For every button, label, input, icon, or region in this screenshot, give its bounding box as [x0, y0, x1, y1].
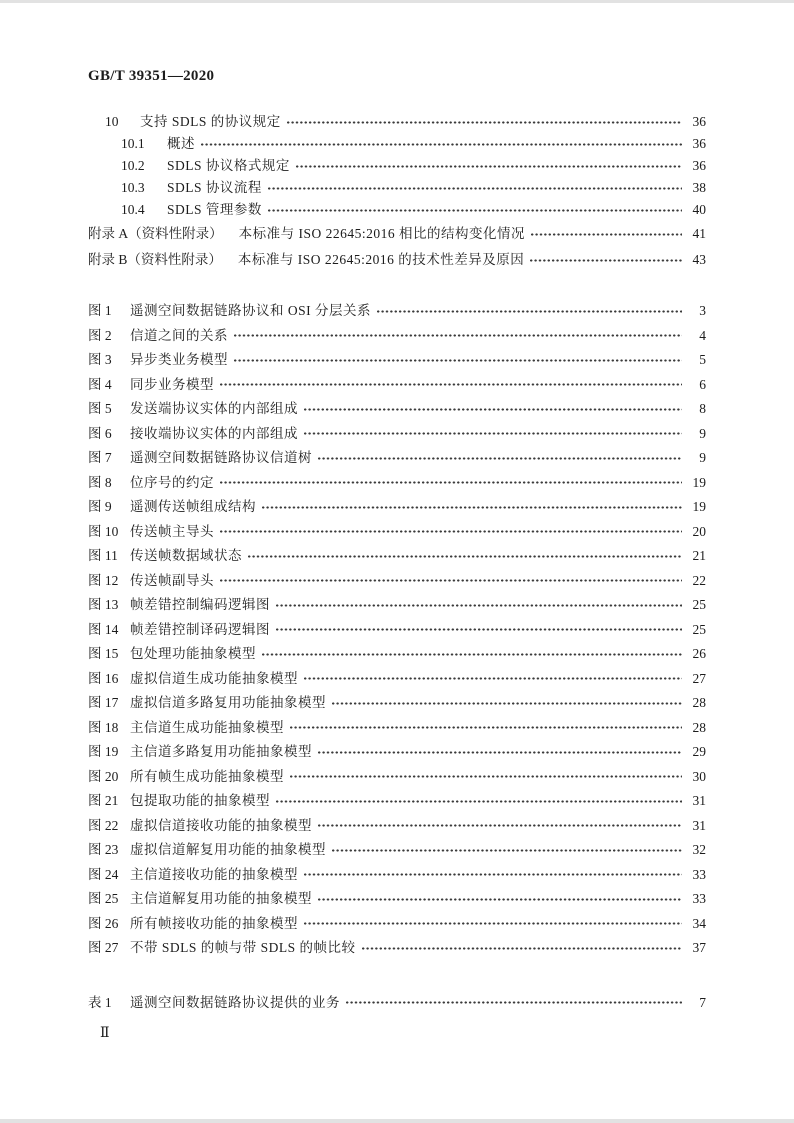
toc-entry-label: 图 10	[88, 523, 119, 539]
toc-entry-page: 36	[692, 114, 706, 129]
toc-entry	[88, 544, 706, 569]
toc-entry-title: 帧差错控制译码逻辑图	[130, 621, 270, 637]
toc-entry-title: 传送帧数据域状态	[130, 548, 242, 563]
toc-entry	[88, 471, 706, 496]
toc-entry-label: 图 8	[88, 474, 112, 490]
dotted-leader	[220, 383, 682, 386]
dotted-leader	[287, 121, 682, 124]
toc-entry	[88, 221, 706, 247]
toc-entry-title: 信道之间的关系	[130, 327, 228, 343]
toc-entry-title: 接收端协议实体的内部组成	[130, 425, 298, 441]
toc-entry-title: 包提取功能的抽象模型	[130, 793, 270, 808]
toc-entry	[105, 199, 706, 221]
toc-entry-label: 10.4	[121, 202, 145, 217]
toc-entry-label: 图 6	[88, 425, 112, 441]
toc-entry-page: 19	[692, 474, 706, 490]
toc-entry-page: 6	[699, 376, 706, 392]
toc-sections-group	[88, 111, 706, 221]
dotted-leader	[248, 555, 682, 558]
toc-entry	[88, 912, 706, 937]
toc-entry-label: 图 25	[88, 891, 119, 906]
toc-entry	[88, 299, 706, 324]
dotted-leader	[234, 334, 682, 337]
toc-entry-label: 图 13	[88, 597, 119, 612]
dotted-leader	[234, 359, 682, 362]
toc-entry-label: 图 18	[88, 719, 119, 735]
toc-entry	[105, 177, 706, 199]
toc-entry-title: 传送帧主导头	[130, 523, 214, 539]
dotted-leader	[531, 233, 682, 236]
dotted-leader	[346, 1001, 682, 1004]
toc-entry-title: 遥测空间数据链路协议和 OSI 分层关系	[130, 303, 372, 318]
toc-entry	[88, 520, 706, 545]
toc-entry-page: 33	[692, 866, 706, 882]
toc-entry-page: 9	[699, 425, 706, 441]
toc-entry-page: 28	[692, 695, 706, 710]
toc-entry	[88, 691, 706, 716]
toc-entry	[88, 495, 706, 520]
dotted-leader	[304, 408, 682, 411]
page-top-edge	[0, 0, 794, 3]
toc-entry-title: 异步类业务模型	[130, 352, 228, 367]
dotted-leader	[362, 947, 682, 950]
toc-entry-page: 27	[692, 670, 706, 686]
toc-entry-label: 附录 B（资料性附录）	[88, 252, 222, 267]
toc-entry	[105, 155, 706, 177]
toc-entry-label: 图 27	[88, 940, 119, 955]
dotted-leader	[290, 775, 682, 778]
toc-figures-group	[88, 299, 706, 961]
toc-entry-page: 36	[692, 136, 706, 151]
dotted-leader	[304, 873, 682, 876]
dotted-leader	[377, 310, 682, 313]
toc-entry-title: 虚拟信道接收功能的抽象模型	[130, 817, 312, 833]
toc-entry-label: 图 15	[88, 646, 119, 661]
toc-entry-label: 图 4	[88, 376, 112, 392]
toc-entry-page: 37	[692, 940, 706, 955]
toc-entry-page: 4	[699, 327, 706, 343]
toc-entry-page: 41	[692, 226, 706, 241]
toc-entry	[88, 765, 706, 790]
toc-entry-title: 包处理功能抽象模型	[130, 646, 256, 661]
toc-entry-page: 43	[692, 252, 706, 267]
toc-entry	[88, 814, 706, 839]
dotted-leader	[201, 143, 682, 146]
toc-entry-title: 位序号的约定	[130, 474, 214, 490]
dotted-leader	[530, 259, 682, 262]
toc-entry-label: 图 7	[88, 450, 112, 465]
toc-entry-title: 遥测空间数据链路协议信道树	[130, 450, 312, 465]
toc-entry-label: 图 26	[88, 915, 119, 931]
toc-entry-label: 图 3	[88, 352, 112, 367]
dotted-leader	[220, 530, 682, 533]
toc-entry-label: 10.2	[121, 158, 145, 173]
toc-entry-label: 10.3	[121, 180, 145, 195]
toc-appendices-group	[88, 221, 706, 273]
toc-entry	[88, 863, 706, 888]
toc-entry-title: 所有帧生成功能抽象模型	[130, 768, 284, 784]
dotted-leader	[290, 726, 682, 729]
toc-entry-page: 36	[692, 158, 706, 173]
dotted-leader	[296, 165, 682, 168]
toc-entry	[88, 373, 706, 398]
dotted-leader	[318, 457, 682, 460]
toc-entry-page: 5	[699, 352, 706, 367]
toc-entry-label: 图 22	[88, 817, 119, 833]
toc-entry-label: 图 19	[88, 744, 119, 759]
toc-entry	[88, 991, 706, 1015]
dotted-leader	[220, 579, 682, 582]
dotted-leader	[304, 432, 682, 435]
toc-entry-page: 20	[692, 523, 706, 539]
dotted-leader	[268, 187, 682, 190]
toc-entry	[88, 397, 706, 422]
toc-entry-page: 19	[692, 499, 706, 514]
dotted-leader	[332, 849, 682, 852]
toc-entry	[88, 838, 706, 863]
toc-entry-title: 虚拟信道多路复用功能抽象模型	[130, 695, 326, 710]
toc-entry-page: 38	[692, 180, 706, 195]
toc-entry	[88, 593, 706, 618]
toc-entry-label: 图 9	[88, 499, 112, 514]
dotted-leader	[262, 653, 682, 656]
toc-entry	[88, 789, 706, 814]
toc-entry-label: 图 14	[88, 621, 119, 637]
toc-entry	[88, 446, 706, 471]
toc-entry-title: 支持 SDLS 的协议规定	[140, 114, 281, 129]
toc-entry-title: 主信道多路复用功能抽象模型	[130, 744, 312, 759]
toc-entry	[88, 422, 706, 447]
toc-entry-title: 本标准与 ISO 22645:2016 的技术性差异及原因	[237, 252, 525, 267]
toc-entry	[88, 740, 706, 765]
toc-entry	[88, 348, 706, 373]
toc-entry-title: 遥测空间数据链路协议提供的业务	[130, 994, 340, 1010]
toc-entry-title: SDLS 管理参数	[167, 202, 262, 217]
toc-entry-page: 26	[692, 646, 706, 661]
dotted-leader	[268, 209, 682, 212]
dotted-leader	[262, 506, 682, 509]
toc-entry-title: 本标准与 ISO 22645:2016 相比的结构变化情况	[238, 226, 526, 241]
toc-entry	[88, 247, 706, 273]
toc-entry-page: 34	[692, 915, 706, 931]
toc-entry-title: 虚拟信道解复用功能的抽象模型	[130, 842, 326, 857]
toc-entry-page: 22	[692, 572, 706, 588]
toc-entry-page: 31	[692, 817, 706, 833]
toc-entry-title: SDLS 协议流程	[167, 180, 262, 195]
toc-entry-title: 主信道接收功能的抽象模型	[130, 866, 298, 882]
toc-entry-label: 10.1	[121, 136, 145, 151]
toc-entry-label: 图 17	[88, 695, 119, 710]
toc-entry-page: 32	[692, 842, 706, 857]
dotted-leader	[318, 751, 682, 754]
toc-entry-title: SDLS 协议格式规定	[167, 158, 290, 173]
toc-entry-page: 29	[692, 744, 706, 759]
toc-entry-page: 30	[692, 768, 706, 784]
toc-entry-label: 图 5	[88, 401, 112, 416]
toc-entry	[88, 642, 706, 667]
toc-entry	[88, 324, 706, 349]
toc-entry-page: 25	[692, 597, 706, 612]
toc-entry-title: 遥测传送帧组成结构	[130, 499, 256, 514]
toc-entry-page: 3	[699, 303, 706, 318]
toc-entry	[88, 887, 706, 912]
toc-entry-page: 9	[699, 450, 706, 465]
toc-entry-label: 图 11	[88, 548, 118, 563]
toc-entry	[105, 133, 706, 155]
toc-entry-page: 8	[699, 401, 706, 416]
toc-entry-page: 33	[692, 891, 706, 906]
toc-entry	[88, 667, 706, 692]
toc-entry-label: 附录 A（资料性附录）	[88, 226, 223, 241]
toc-entry-label: 10	[105, 114, 119, 129]
toc-entry-label: 图 16	[88, 670, 119, 686]
toc-entry-title: 主信道生成功能抽象模型	[130, 719, 284, 735]
toc-entry-page: 28	[692, 719, 706, 735]
toc-entry-label: 表 1	[88, 994, 112, 1010]
standard-code: GB/T 39351—2020	[88, 68, 215, 84]
dotted-leader	[304, 922, 682, 925]
toc-entry-title: 虚拟信道生成功能抽象模型	[130, 670, 298, 686]
toc-entry-title: 所有帧接收功能的抽象模型	[130, 915, 298, 931]
dotted-leader	[332, 702, 682, 705]
toc-entry-label: 图 12	[88, 572, 119, 588]
toc-entry-title: 同步业务模型	[130, 376, 214, 392]
toc-entry-page: 31	[692, 793, 706, 808]
dotted-leader	[318, 898, 682, 901]
toc-entry-title: 主信道解复用功能的抽象模型	[130, 891, 312, 906]
dotted-leader	[276, 800, 682, 803]
toc-entry-label: 图 21	[88, 793, 119, 808]
toc-entry	[88, 936, 706, 961]
toc-entry-label: 图 1	[88, 303, 112, 318]
toc-entry-title: 发送端协议实体的内部组成	[130, 401, 298, 416]
dotted-leader	[276, 628, 682, 631]
toc-entry-title: 帧差错控制编码逻辑图	[130, 597, 270, 612]
toc-entry	[105, 111, 706, 133]
toc-entry-label: 图 23	[88, 842, 119, 857]
toc-entry-title: 概述	[167, 136, 195, 151]
toc-entry-page: 21	[692, 548, 706, 563]
toc-entry-page: 7	[699, 994, 706, 1010]
page-bottom-edge	[0, 1119, 794, 1123]
dotted-leader	[318, 824, 682, 827]
toc-entry-page: 25	[692, 621, 706, 637]
dotted-leader	[304, 677, 682, 680]
toc-entry	[88, 618, 706, 643]
toc-entry	[88, 569, 706, 594]
toc-entry-label: 图 2	[88, 327, 112, 343]
toc-entry-label: 图 24	[88, 866, 119, 882]
toc-entry-title: 不带 SDLS 的帧与带 SDLS 的帧比较	[130, 940, 356, 955]
toc-entry-title: 传送帧副导头	[130, 572, 214, 588]
dotted-leader	[276, 604, 682, 607]
toc-entry-label: 图 20	[88, 768, 119, 784]
toc-tables-group	[88, 991, 706, 1015]
footer-page-number: Ⅱ	[100, 1025, 110, 1041]
dotted-leader	[220, 481, 682, 484]
toc-entry-page: 40	[692, 202, 706, 217]
toc-entry	[88, 716, 706, 741]
